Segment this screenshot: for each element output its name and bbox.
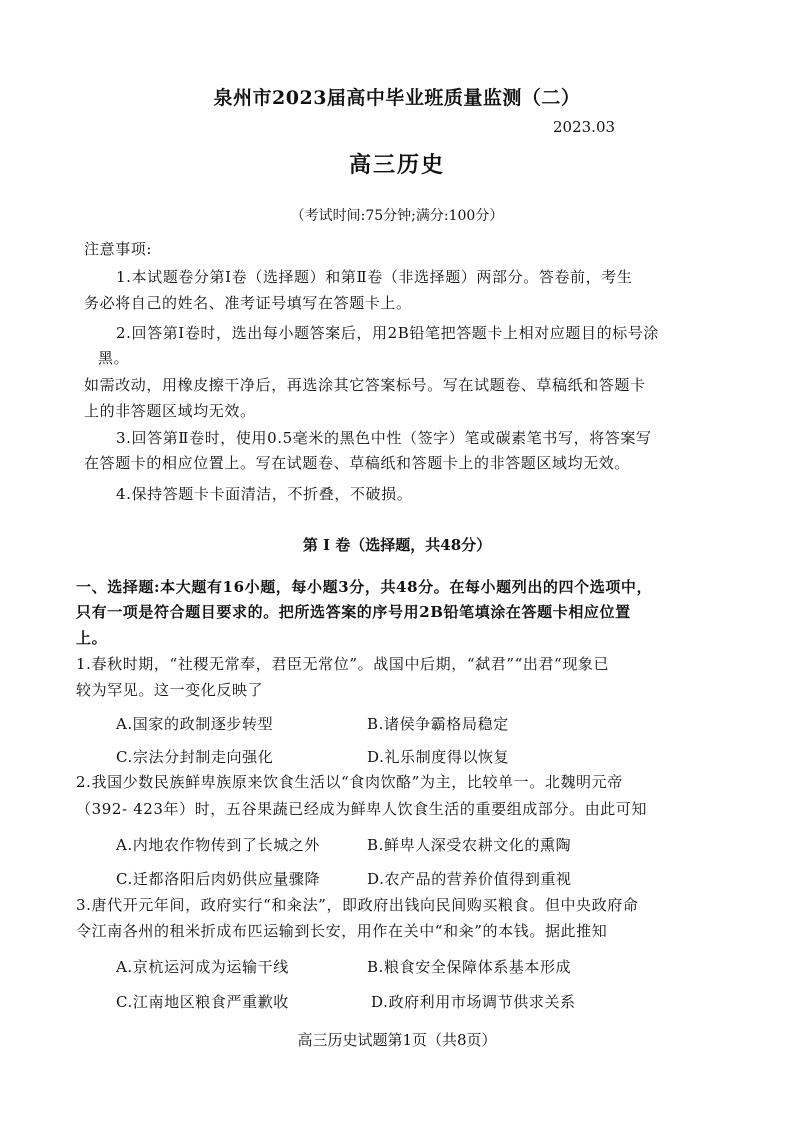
question-option: B.鲜卑人深受农耕文化的熏陶 (367, 836, 572, 854)
question-option: B.粮食安全保障体系基本形成 (367, 958, 572, 976)
exam-date: 2023.03 (553, 118, 616, 136)
notice-line: 2.回答第Ⅰ卷时，选出每小题答案后，用2B铅笔把答题卡上相对应题目的标号涂 (116, 324, 660, 342)
question-option: D.政府利用市场调节供求关系 (371, 993, 576, 1011)
question-option: D.礼乐制度得以恢复 (367, 748, 510, 766)
notice-heading: 注意事项: (84, 240, 153, 258)
notice-line: 在答题卡的相应位置上。写在试题卷、草稿纸和答题卡上的非答题区域均无效。 (84, 454, 631, 472)
question-stem: 2.我国少数民族鲜卑族原来饮食生活以“食肉饮酪”为主，比较单一。北魏明元帝 (76, 773, 623, 791)
page-footer: 高三历史试题第1页（共8页） (297, 1031, 497, 1049)
question-option: A.国家的政制逐步转型 (116, 715, 274, 733)
question-stem: 3.唐代开元年间，政府实行“和籴法”，即政府出钱向民间购买粮食。但中央政府命 (76, 896, 639, 914)
question-stem: 较为罕见。这一变化反映了 (76, 681, 264, 699)
question-option: A.内地农作物传到了长城之外 (116, 836, 321, 854)
notice-line: 3.回答第Ⅱ卷时，使用0.5毫米的黑色中性（签字）笔或碳素笔书写，将答案写 (116, 429, 652, 447)
question-option: C.江南地区粮食严重歉收 (116, 993, 289, 1011)
question-stem: （392- 423年）时，五谷果蔬已经成为鲜卑人饮食生活的重要组成部分。由此可知 (76, 800, 648, 818)
section-instruction-line: 上。 (76, 629, 108, 647)
question-option: A.京杭运河成为运输干线 (116, 958, 289, 976)
question-option: C.迁都洛阳后肉奶供应量骤降 (116, 870, 321, 888)
question-stem: 1.春秋时期，“社稷无常奉，君臣无常位”。战国中后期，“弑君”“出君“现象已 (76, 655, 610, 673)
section-instruction-line: 一、选择题:本大题有16小题，每小题3分，共48分。在每小题列出的四个选项中， (76, 578, 653, 596)
section-title: 第 I 卷（选择题，共48分） (302, 536, 492, 554)
notice-line: 4.保持答题卡卡面清洁，不折叠，不破损。 (116, 485, 413, 503)
question-option: D.农产品的营养价值得到重视 (367, 870, 572, 888)
section-instruction-line: 只有一项是符合题目要求的。把所选答案的序号用2B铅笔填涂在答题卡相应位置 (76, 603, 631, 621)
notice-line: 黑。 (98, 349, 130, 367)
question-stem: 令江南各州的租米折成布匹运输到长安，用作在关中“和籴”的本钱。据此推知 (76, 922, 608, 940)
notice-line: 上的非答题区域均无效。 (84, 402, 256, 420)
exam-duration-info: （考试时间:75分钟;满分:100分） (290, 208, 504, 224)
exam-title: 泉州市2023届高中毕业班质量监测（二） (213, 87, 581, 109)
notice-line: 如需改动，用橡皮擦干净后，再选涂其它答案标号。写在试题卷、草稿纸和答题卡 (84, 376, 646, 394)
question-option: C.宗法分封制走向强化 (116, 748, 274, 766)
subject-title: 高三历史 (348, 152, 445, 178)
notice-line: 1.本试题卷分第Ⅰ卷（选择题）和第Ⅱ卷（非选择题）两部分。答卷前，考生 (116, 268, 633, 286)
notice-line: 务必将自己的姓名、准考证号填写在答题卡上。 (84, 294, 412, 312)
question-option: B.诸侯争霸格局稳定 (367, 715, 509, 733)
